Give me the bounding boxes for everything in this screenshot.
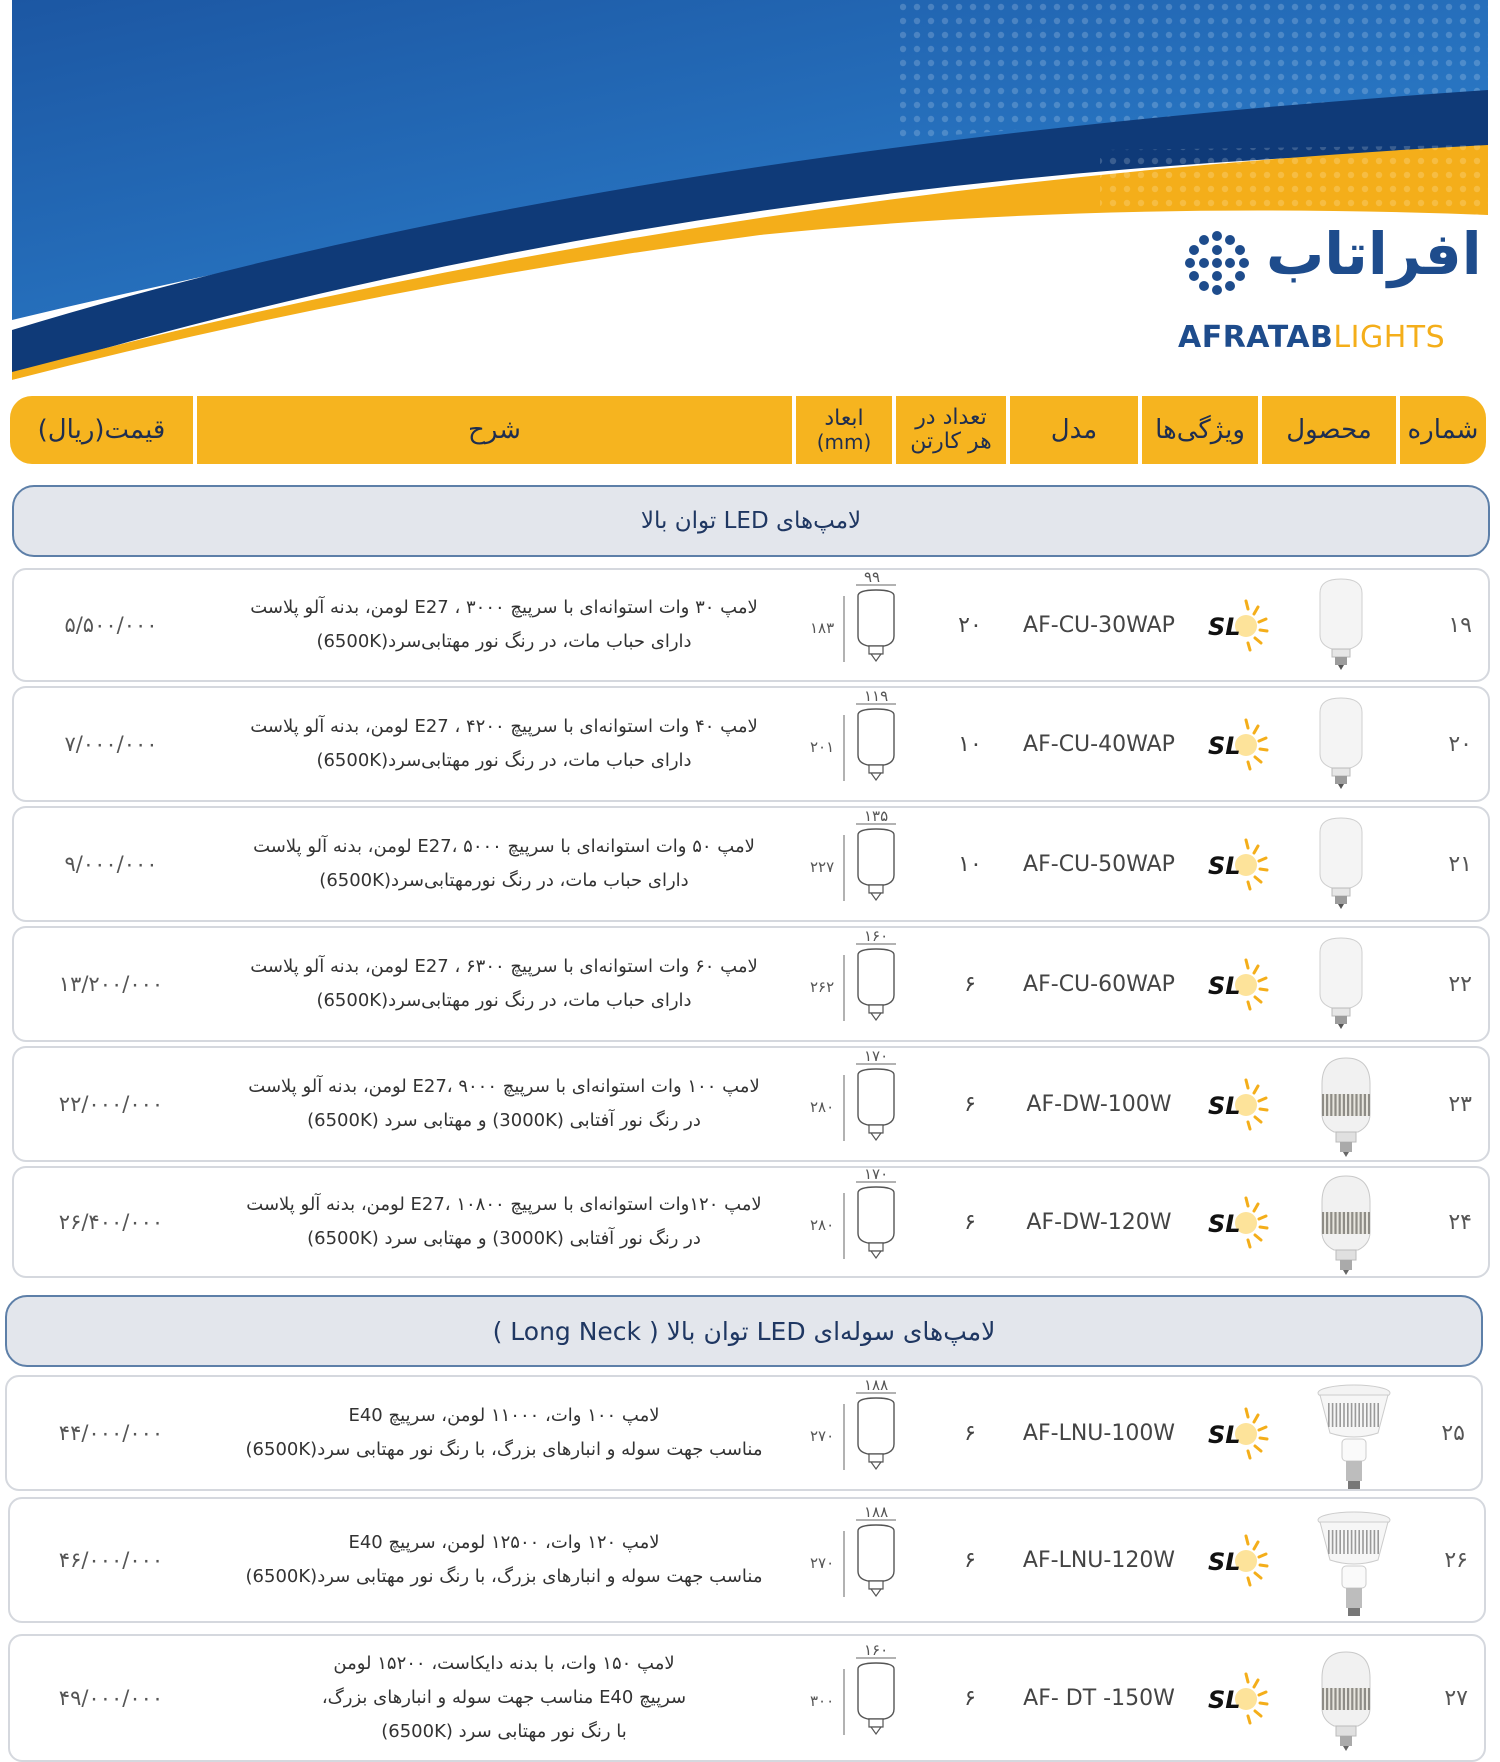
dimension-drawing-icon xyxy=(840,701,900,791)
sl-sun-icon xyxy=(1204,1403,1274,1463)
price: ۱۳/۲۰۰/۰۰۰ xyxy=(58,972,164,996)
description-text xyxy=(322,1647,686,1750)
svg-text:SL: SL xyxy=(1208,1686,1241,1714)
price: ۵/۵۰۰/۰۰۰ xyxy=(64,613,158,637)
table-row xyxy=(8,1497,1486,1623)
dimension-drawing-icon xyxy=(840,941,900,1031)
description xyxy=(204,688,804,800)
row-number: ۲۴ xyxy=(1448,1209,1472,1235)
description-line-2: سرپیچ E40 مناسب جهت سوله و انبارهای بزرگ، xyxy=(321,1686,687,1708)
dimension-width: ۹۹ xyxy=(864,568,881,586)
dimension-width: ۱۷۰ xyxy=(864,1165,889,1183)
row-number: ۲۰ xyxy=(1448,731,1472,757)
description xyxy=(204,1048,804,1160)
model-code: AF-LNU-120W xyxy=(1022,1547,1176,1573)
dimension-width: ۱۸۸ xyxy=(864,1503,889,1521)
description xyxy=(204,1377,804,1489)
carton-quantity: ۶ xyxy=(964,1547,976,1573)
header-description: شرح xyxy=(197,396,792,464)
description-line-1: لامپ ۵۰ وات استوانه‌ای با سرپیچ E27، ۵۰۰۰ لومن، بدنه آلو پلاست xyxy=(253,835,755,857)
dimension-width: ۱۶۰ xyxy=(864,1641,889,1659)
bulb-finned-icon xyxy=(1314,1648,1378,1756)
header-price: قیمت(ریال) xyxy=(10,396,193,464)
dimension-drawing-icon xyxy=(840,1390,900,1480)
sl-sun-icon xyxy=(1204,834,1274,894)
row-number: ۲۳ xyxy=(1448,1091,1472,1117)
description xyxy=(204,1168,804,1276)
sl-sun-icon xyxy=(1204,954,1274,1014)
model-code: AF-CU-50WAP xyxy=(1023,851,1175,877)
header-number: شماره xyxy=(1400,396,1486,464)
description-text xyxy=(250,591,757,659)
price: ۴۶/۰۰۰/۰۰۰ xyxy=(58,1548,164,1572)
description-line-1: لامپ ۱۵۰ وات، با بدنه دایکاست، ۱۵۲۰۰ لومن xyxy=(333,1652,675,1674)
header-dimensions: ابعاد (mm) xyxy=(796,396,892,464)
table-row xyxy=(12,1166,1490,1278)
carton-quantity: ۶ xyxy=(964,1685,976,1711)
sl-sun-icon xyxy=(1204,595,1274,655)
model-code: AF-CU-30WAP xyxy=(1023,612,1175,638)
table-row xyxy=(5,1375,1483,1491)
carton-quantity: ۶ xyxy=(964,1209,976,1235)
dimension-drawing-icon xyxy=(840,1061,900,1151)
description-text xyxy=(250,950,757,1018)
description-line-1: لامپ ۱۲۰وات استوانه‌ای با سرپیچ E27، ۱۰۸۰۰ لومن، بدنه آلو پلاست xyxy=(246,1193,762,1215)
bulb-cylinder-icon xyxy=(1314,575,1368,675)
dimension-width: ۱۳۵ xyxy=(864,807,889,825)
description-line-3: با رنگ نور مهتابی سرد (6500K) xyxy=(381,1721,627,1743)
description-text xyxy=(246,1399,763,1467)
dimension-height: ۲۷۰ xyxy=(810,1427,835,1445)
description xyxy=(204,1636,804,1760)
brand-logo xyxy=(1170,220,1482,360)
price: ۷/۰۰۰/۰۰۰ xyxy=(64,732,158,756)
header-product: محصول xyxy=(1262,396,1396,464)
description-line-2: دارای حباب مات، در رنگ نور مهتابی‌سرد(6500K) xyxy=(316,631,692,652)
description-line-1: لامپ ۱۲۰ وات، ۱۲۵۰۰ لومن، سرپیچ E40 xyxy=(348,1531,660,1553)
price: ۴۹/۰۰۰/۰۰۰ xyxy=(58,1686,164,1710)
sl-sun-icon xyxy=(1204,1530,1274,1590)
dimension-height: ۱۸۳ xyxy=(810,619,835,637)
svg-text:SL: SL xyxy=(1208,972,1241,1000)
dimension-height: ۲۰۱ xyxy=(810,738,835,756)
description-line-1: لامپ ۱۰۰ وات، ۱۱۰۰۰ لومن، سرپیچ E40 xyxy=(348,1404,660,1426)
sl-sun-icon xyxy=(1204,1192,1274,1252)
dimension-height: ۲۷۰ xyxy=(810,1554,835,1572)
logo-text-en: AFRATABLIGHTS xyxy=(1178,320,1446,355)
row-number: ۲۷ xyxy=(1444,1685,1468,1711)
dimension-height: ۲۸۰ xyxy=(810,1216,835,1234)
model-code: AF-CU-60WAP xyxy=(1023,971,1175,997)
bulb-highbay-icon xyxy=(1314,1510,1394,1624)
bulb-finned-icon xyxy=(1314,1054,1378,1162)
carton-quantity: ۶ xyxy=(964,971,976,997)
description-text xyxy=(246,1188,761,1256)
svg-text:SL: SL xyxy=(1208,1210,1241,1238)
bulb-cylinder-icon xyxy=(1314,934,1368,1034)
description-text xyxy=(253,830,755,898)
model-code: AF-DW-120W xyxy=(1026,1209,1172,1235)
sl-sun-icon xyxy=(1204,1668,1274,1728)
description-text xyxy=(248,1070,759,1138)
svg-text:SL: SL xyxy=(1208,1548,1241,1576)
dimension-drawing-icon xyxy=(840,582,900,672)
dimension-width: ۱۱۹ xyxy=(864,687,889,705)
section-title-text: لامپ‌های سوله‌ای LED توان بالا ( Long Neck ) xyxy=(492,1316,996,1346)
description xyxy=(204,928,804,1040)
dimension-drawing-icon xyxy=(840,1517,900,1607)
section-title-long-neck xyxy=(5,1295,1483,1367)
dimension-width: ۱۸۸ xyxy=(864,1376,889,1394)
description-line-2: دارای حباب مات، در رنگ نورمهتابی‌سرد(6500K) xyxy=(319,870,689,891)
description-line-2: مناسب جهت سوله و انبارهای بزرگ، با رنگ نور مهتابی سرد(6500K) xyxy=(245,1566,763,1587)
row-number: ۲۶ xyxy=(1444,1547,1468,1573)
description-line-2: در رنگ نور آفتابی (3000K) و مهتابی سرد (6500K) xyxy=(307,1110,701,1131)
carton-quantity: ۶ xyxy=(964,1420,976,1446)
carton-quantity: ۱۰ xyxy=(958,851,982,877)
description-text xyxy=(246,1526,763,1594)
table-row xyxy=(8,1634,1486,1762)
bulb-highbay-icon xyxy=(1314,1383,1394,1497)
bulb-cylinder-icon xyxy=(1314,814,1368,914)
dimension-drawing-icon xyxy=(840,1179,900,1269)
row-number: ۲۲ xyxy=(1448,971,1472,997)
svg-text:SL: SL xyxy=(1208,852,1241,880)
description-line-1: لامپ ۴۰ وات استوانه‌ای با سرپیچ E27 ، ۴۲۰۰ لومن، بدنه آلو پلاست xyxy=(250,715,758,737)
table-row xyxy=(12,686,1490,802)
section-title-high-power xyxy=(12,485,1490,557)
description-line-2: مناسب جهت سوله و انبارهای بزرگ، با رنگ نور مهتابی سرد(6500K) xyxy=(245,1439,763,1460)
table-row xyxy=(12,1046,1490,1162)
svg-text:SL: SL xyxy=(1208,1092,1241,1120)
description xyxy=(204,808,804,920)
carton-quantity: ۶ xyxy=(964,1091,976,1117)
dimension-height: ۳۰۰ xyxy=(810,1692,835,1710)
dimension-width: ۱۶۰ xyxy=(864,927,889,945)
header-features: ویژگی‌ها xyxy=(1142,396,1258,464)
price: ۴۴/۰۰۰/۰۰۰ xyxy=(58,1421,164,1445)
dimension-drawing-icon xyxy=(840,1655,900,1745)
table-row xyxy=(12,806,1490,922)
dimension-height: ۲۲۷ xyxy=(810,858,835,876)
sl-sun-icon xyxy=(1204,714,1274,774)
header-model: مدل xyxy=(1010,396,1138,464)
model-code: AF-CU-40WAP xyxy=(1023,731,1175,757)
description-text xyxy=(250,710,757,778)
dimension-drawing-icon xyxy=(840,821,900,911)
model-code: AF-DW-100W xyxy=(1026,1091,1172,1117)
row-number: ۲۱ xyxy=(1448,851,1472,877)
description-line-2: دارای حباب مات، در رنگ نور مهتابی‌سرد(6500K) xyxy=(316,750,692,771)
price: ۲۶/۴۰۰/۰۰۰ xyxy=(58,1210,164,1234)
header-qty: تعداد در هر کارتن xyxy=(896,396,1006,464)
dimension-width: ۱۷۰ xyxy=(864,1047,889,1065)
description-line-1: لامپ ۶۰ وات استوانه‌ای با سرپیچ E27 ، ۶۳۰۰ لومن، بدنه آلو پلاست xyxy=(250,955,758,977)
svg-text:SL: SL xyxy=(1208,732,1241,760)
row-number: ۲۵ xyxy=(1441,1420,1465,1446)
table-row xyxy=(12,568,1490,682)
description-line-2: دارای حباب مات، در رنگ نور مهتابی‌سرد(6500K) xyxy=(316,990,692,1011)
description-line-2: در رنگ نور آفتابی (3000K) و مهتابی سرد (6500K) xyxy=(307,1228,701,1249)
logo-text-fa: افراتاب xyxy=(1266,220,1482,288)
logo-dots-icon xyxy=(1182,228,1252,298)
bulb-finned-icon xyxy=(1314,1172,1378,1280)
description-line-1: لامپ ۳۰ وات استوانه‌ای با سرپیچ E27 ، ۳۰۰۰ لومن، بدنه آلو پلاست xyxy=(250,596,758,618)
description xyxy=(204,1499,804,1621)
carton-quantity: ۱۰ xyxy=(958,731,982,757)
carton-quantity: ۲۰ xyxy=(958,612,982,638)
description xyxy=(204,570,804,680)
description-line-1: لامپ ۱۰۰ وات استوانه‌ای با سرپیچ E27، ۹۰۰۰ لومن، بدنه آلو پلاست xyxy=(248,1075,760,1097)
dimension-height: ۲۶۲ xyxy=(810,978,835,996)
row-number: ۱۹ xyxy=(1448,612,1472,638)
table-row xyxy=(12,926,1490,1042)
model-code: AF- DT -150W xyxy=(1023,1685,1175,1711)
section-title-text: لامپ‌های LED توان بالا xyxy=(640,508,862,534)
svg-text:SL: SL xyxy=(1208,613,1241,641)
sl-sun-icon xyxy=(1204,1074,1274,1134)
svg-text:SL: SL xyxy=(1208,1421,1241,1449)
dimension-height: ۲۸۰ xyxy=(810,1098,835,1116)
price: ۲۲/۰۰۰/۰۰۰ xyxy=(58,1092,164,1116)
price: ۹/۰۰۰/۰۰۰ xyxy=(64,852,158,876)
bulb-cylinder-icon xyxy=(1314,694,1368,794)
model-code: AF-LNU-100W xyxy=(1022,1420,1176,1446)
